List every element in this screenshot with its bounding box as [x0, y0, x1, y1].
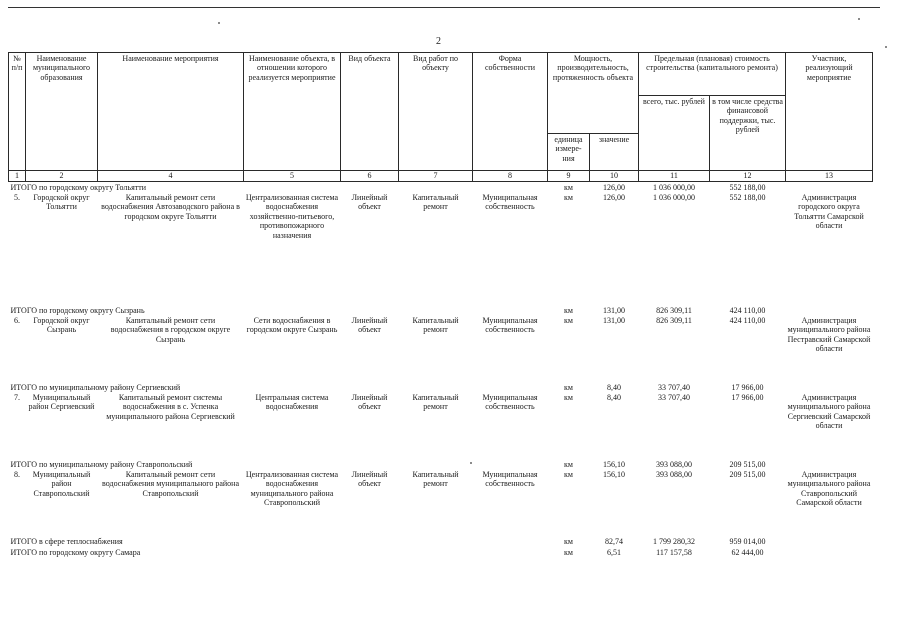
- row-measure: Капитальный ремонт сети водоснабжения Автозаводского района в городском округе Тольятти: [101, 193, 240, 221]
- row-object-type: Линейный объект: [351, 470, 388, 489]
- page-number: 2: [436, 36, 441, 47]
- header-object-type: Вид объекта: [341, 53, 399, 171]
- column-number: 11: [639, 171, 710, 182]
- row-object-type: Линейный объект: [351, 393, 388, 412]
- row-measure: Капитальный ремонт сети водоснабжения в городском округе Сызрань: [110, 316, 231, 344]
- row-value: 8,40: [607, 393, 621, 402]
- row-ownership: Муниципальная собственность: [482, 393, 538, 412]
- header-capacity-value: значение: [590, 134, 639, 171]
- column-number: 8: [473, 171, 548, 182]
- total-value: 131,00: [603, 306, 625, 315]
- scan-speck: [885, 46, 887, 48]
- column-number: 2: [26, 171, 98, 182]
- column-number: 5: [244, 171, 341, 182]
- row-municipality: Муниципальный район Ставропольский: [32, 470, 91, 498]
- total-label: ИТОГО по городскому округу Самара: [10, 548, 141, 557]
- column-numbers-row: [9, 171, 873, 182]
- row-num: 5.: [14, 193, 20, 202]
- row-support: 552 188,00: [729, 193, 766, 202]
- row-num: 7.: [14, 393, 20, 402]
- header-num: № п/п: [9, 53, 26, 171]
- total-support: 17 966,00: [731, 383, 764, 392]
- row-support: 17 966,00: [731, 393, 764, 402]
- column-number: 9: [548, 171, 590, 182]
- measures-table: [8, 52, 873, 558]
- total-row-syzran: [9, 305, 873, 316]
- row-ownership: Муниципальная собственность: [482, 316, 538, 335]
- column-number: 13: [786, 171, 873, 182]
- total-cost: 117 157,58: [656, 548, 692, 557]
- row-work-type: Капитальный ремонт: [412, 470, 459, 489]
- row-participant: Администрация муниципального района Сергиевский Самарской области: [787, 393, 871, 431]
- total-cost: 826 309,11: [656, 306, 692, 315]
- row-work-type: Капитальный ремонт: [412, 193, 459, 212]
- row-total: 33 707,40: [658, 393, 690, 402]
- header-cost-total: всего, тыс. рублей: [639, 96, 710, 171]
- row-participant: Администрация муниципального района Пестравский Самарской области: [787, 316, 871, 354]
- row-ownership: Муниципальная собственность: [482, 193, 538, 212]
- row-participant: Администрация городского округа Тольятти Самарской области: [794, 193, 864, 231]
- total-cost: 33 707,40: [658, 383, 690, 392]
- row-unit: км: [564, 193, 573, 202]
- row-measure: Капитальный ремонт системы водоснабжения в с. Успенка муниципального района Сергиевский: [106, 393, 235, 421]
- total-row-stavropolsky: [9, 459, 873, 470]
- scan-speck: [858, 18, 860, 20]
- total-unit: км: [564, 306, 573, 315]
- total-value: 6,51: [607, 548, 621, 557]
- header-measure: Наименование мероприятия: [98, 53, 244, 171]
- total-cost: 1 799 280,32: [653, 537, 695, 546]
- column-number: 10: [590, 171, 639, 182]
- table-row: [9, 316, 873, 382]
- total-value: 126,00: [603, 183, 625, 192]
- total-cost: 393 088,00: [656, 460, 692, 469]
- header-ownership: Форма собственности: [473, 53, 548, 171]
- column-number: 1: [9, 171, 26, 182]
- row-value: 126,00: [603, 193, 625, 202]
- document-table-wrapper: [8, 52, 873, 558]
- header-cost-support: в том числе средства финансовой поддержки, тыс. рублей: [710, 96, 786, 171]
- column-number: 7: [399, 171, 473, 182]
- row-num: 6.: [14, 316, 20, 325]
- row-unit: км: [564, 470, 573, 479]
- header-object-name: Наименование объекта, в отношении которого реализуется мероприятие: [244, 53, 341, 171]
- table-row: [9, 470, 873, 536]
- row-support: 209 515,00: [729, 470, 766, 479]
- row-object-type: Линейный объект: [351, 316, 388, 335]
- row-total: 1 036 000,00: [653, 193, 695, 202]
- row-municipality: Городской округ Сызрань: [33, 316, 90, 335]
- total-value: 156,10: [603, 460, 625, 469]
- total-support: 209 515,00: [729, 460, 766, 469]
- total-label: ИТОГО по муниципальному району Ставропольский: [10, 460, 193, 469]
- row-object-type: Линейный объект: [351, 193, 388, 212]
- total-row-tolyatti: [9, 182, 873, 194]
- row-unit: км: [564, 393, 573, 402]
- header-participant: Участник, реализующий мероприятие: [786, 53, 873, 171]
- row-municipality: Муниципальный район Сергиевский: [28, 393, 95, 412]
- row-value: 131,00: [603, 316, 625, 325]
- row-total: 826 309,11: [656, 316, 692, 325]
- table-row: [9, 393, 873, 459]
- header-capacity: Мощность, производительность, протяженность объекта: [548, 53, 639, 134]
- total-cost: 1 036 000,00: [653, 183, 695, 192]
- total-label: ИТОГО по городскому округу Тольятти: [10, 183, 147, 192]
- top-rule: [8, 7, 880, 8]
- total-support: 959 014,00: [729, 537, 766, 546]
- total-support: 424 110,00: [729, 306, 766, 315]
- total-unit: км: [564, 548, 573, 557]
- column-number: 4: [98, 171, 244, 182]
- total-unit: км: [564, 537, 573, 546]
- row-object: Центральная система водоснабжения: [255, 393, 329, 412]
- header-municipality: Наименование муниципального образования: [26, 53, 98, 171]
- row-value: 156,10: [603, 470, 625, 479]
- row-total: 393 088,00: [656, 470, 692, 479]
- row-work-type: Капитальный ремонт: [412, 316, 459, 335]
- header-cost: Предельная (плановая) стоимость строительства (капитального ремонта): [639, 53, 786, 96]
- column-number: 12: [710, 171, 786, 182]
- total-support: 552 188,00: [729, 183, 766, 192]
- total-row-sergievsky: [9, 382, 873, 393]
- row-num: 8.: [14, 470, 20, 479]
- total-label: ИТОГО по муниципальному району Сергиевский: [10, 383, 181, 392]
- column-number: 6: [341, 171, 399, 182]
- table-row: [9, 193, 873, 305]
- row-municipality: Городской округ Тольятти: [33, 193, 90, 212]
- row-ownership: Муниципальная собственность: [482, 470, 538, 489]
- total-unit: км: [564, 460, 573, 469]
- total-support: 62 444,00: [731, 548, 764, 557]
- total-unit: км: [564, 383, 573, 392]
- total-row-heat: [9, 536, 873, 547]
- row-unit: км: [564, 316, 573, 325]
- header-work-type: Вид работ по объекту: [399, 53, 473, 171]
- row-object: Сети водоснабжения в городском округе Сызрань: [246, 316, 338, 335]
- row-participant: Администрация муниципального района Ставропольский Самарской области: [787, 470, 871, 508]
- total-label: ИТОГО по городскому округу Сызрань: [10, 306, 145, 315]
- total-unit: км: [564, 183, 573, 192]
- row-object: Централизованная система водоснабжения муниципального района Ставропольский: [245, 470, 339, 508]
- row-measure: Капитальный ремонт сети водоснабжения муниципального района Ставропольский: [102, 470, 239, 498]
- row-work-type: Капитальный ремонт: [412, 393, 459, 412]
- total-row-samara: [9, 547, 873, 558]
- row-support: 424 110,00: [729, 316, 766, 325]
- total-value: 8,40: [607, 383, 621, 392]
- header-capacity-unit: единица измере-ния: [548, 134, 590, 171]
- row-object: Централизованная система водоснабжения хозяйственно-питьевого, противопожарного назначения: [245, 193, 339, 240]
- scan-speck: [218, 22, 220, 24]
- total-label: ИТОГО в сфере теплоснабжения: [10, 537, 123, 546]
- total-value: 82,74: [605, 537, 623, 546]
